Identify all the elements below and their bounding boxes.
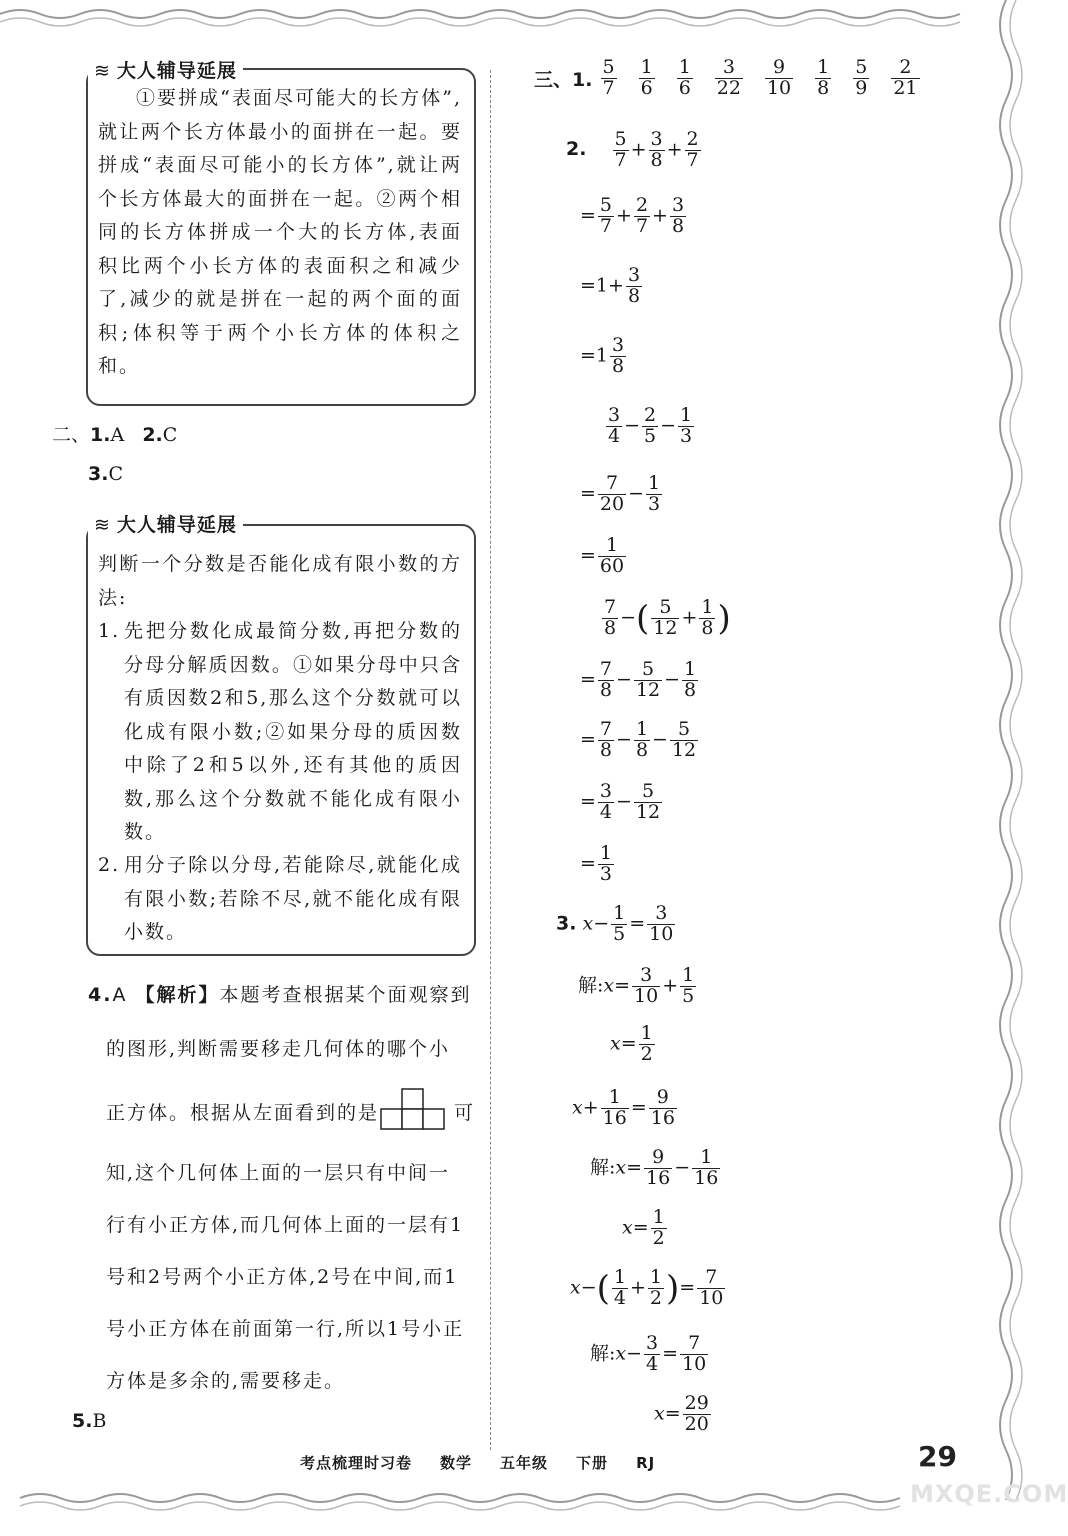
box1-text: ①要拼成“表面尽可能大的长方体”,就让两个长方体最小的面拼在一起。要拼成“表面尽可能小的长方体”,就让两个长方体最大的面拼在一起。②两个相同的长方体拼成一个大的长方体,表面积比两个小长方体的表面积之和减少了,减少的就是拼在一起的两个面的面积;体积等于两个小长方体的体积之和。: [98, 87, 462, 377]
calc-b-line3: = $\frac{1}{60}$: [580, 534, 625, 577]
answer-fraction: [715, 58, 743, 99]
q5-answer: [72, 1410, 106, 1432]
eq-a-line2: 解:x= $\frac{3}{10}$ + $\frac{1}{5}$: [578, 964, 695, 1007]
q4-analysis-tag: 【解析】: [135, 984, 220, 1006]
page-number: 29: [918, 1440, 957, 1473]
calc-a-line4: =1 $\frac{3}{8}$: [580, 334, 625, 377]
fraction-denominator: 21: [893, 76, 918, 99]
section2-label: 二、: [52, 424, 91, 446]
calc-c-line2: = $\frac{7}{8}$ − $\frac{5}{12}$ − $\frac{1}{8}$: [580, 658, 697, 701]
page-footer: [300, 1452, 683, 1473]
q4-text-7: 号小正方体在前面第一行,所以1号小正: [106, 1318, 465, 1340]
answer-fraction: [891, 58, 919, 99]
fraction-numerator: 2: [891, 58, 919, 79]
solve-label: 解:: [590, 1156, 616, 1179]
footer-volume: 下册: [576, 1454, 609, 1472]
eq-c-line3: x= $\frac{29}{20}$: [654, 1392, 709, 1435]
tutor-extension-box-1: [86, 68, 476, 406]
box1-title: [88, 56, 243, 83]
answer-2-value: C: [162, 424, 178, 446]
answer-3-value: C: [108, 463, 123, 485]
box2-item2: 用分子除以分母,若能除尽,就能化成有限小数;若除不尽,就不能化成有限小数。: [124, 854, 462, 943]
wavy-border-bottom: [0, 1476, 1036, 1536]
section3-q1-row: [534, 58, 940, 99]
answer-fraction: [815, 58, 831, 99]
q4-text-5: 行有小正方体,而几何体上面的一层有1: [106, 1214, 465, 1236]
calc-c-line4: = $\frac{3}{4}$ − $\frac{5}{12}$: [580, 780, 661, 823]
footer-edition: RJ: [636, 1454, 656, 1472]
footer-grade: 五年级: [500, 1454, 549, 1472]
column-divider: [490, 70, 491, 1450]
q4-text-4: 知,这个几何体上面的一层只有中间一: [106, 1162, 451, 1184]
q4-text-6: 号和2号两个小正方体,2号在中间,而1: [106, 1266, 459, 1288]
fraction-numerator: 5: [855, 56, 868, 78]
box2-item1: 先把分数化成最简分数,再把分数的分母分解质因数。①如果分母中只含有质因数2和5,那么这个分数就可以化成有限小数;②如果分母的质因数中除了2和5以外,还有其他的质因数,那么这个分数就不能化成有限小数。: [124, 620, 462, 843]
q4-value: A: [112, 984, 128, 1006]
section2-answers-row1: [52, 420, 177, 447]
fraction-denominator: 7: [602, 76, 615, 99]
eq-b-line2: 解:x= $\frac{9}{16}$ − $\frac{1}{16}$: [590, 1146, 719, 1189]
calc-c-line1: $\frac{7}{8}$ −( $\frac{5}{12}$ + $\frac{1}{8}$ ): [604, 596, 731, 639]
solve-label: 解:: [578, 974, 604, 997]
answer-fraction: [677, 58, 693, 99]
q4-line3: [106, 1098, 379, 1125]
q5-value: B: [92, 1410, 107, 1432]
fraction-denominator: 6: [640, 76, 653, 99]
answer-fraction: [765, 58, 793, 99]
calc-b-line1: $\frac{3}{4}$ − $\frac{2}{5}$ − $\frac{1}{3}$: [608, 404, 693, 447]
section3-q3-num: 3.: [556, 912, 577, 935]
answer-1-num: 1.: [90, 424, 111, 446]
section3-label: 三、1.: [534, 68, 593, 91]
calc-a-line2: = $\frac{5}{7}$ + $\frac{2}{7}$ + $\frac{3}{8}$: [580, 194, 685, 237]
q4-line1: [88, 980, 472, 1007]
fraction-numerator: 3: [715, 58, 743, 79]
fraction-numerator: 1: [678, 56, 691, 78]
left-view-figure: [380, 1088, 446, 1130]
calc-c-line5: = $\frac{1}{3}$: [580, 842, 613, 885]
box2-title-text: 大人辅导延展: [116, 514, 237, 536]
wavy-border-top: [0, 0, 1036, 40]
box2-item2-num: 2.: [98, 854, 121, 876]
box2-intro: 判断一个分数是否能化成有限小数的方法:: [98, 553, 462, 609]
wave-icon: ≋: [94, 514, 111, 536]
section3-q1-fractions: [599, 56, 940, 99]
answer-2-num: 2.: [142, 424, 163, 446]
wavy-border-right: [976, 0, 1036, 1536]
fraction-denominator: 22: [716, 76, 741, 99]
fraction-numerator: 9: [765, 58, 793, 79]
footer-book: 考点梳理时习卷: [300, 1454, 413, 1472]
fraction-numerator: 1: [640, 56, 653, 78]
eq-a-line3: x= $\frac{1}{2}$: [610, 1022, 653, 1065]
tutor-extension-box-2: [86, 524, 476, 956]
section3-q2-num: 2.: [566, 138, 587, 161]
answer-1-value: A: [110, 424, 125, 446]
fraction-numerator: 1: [817, 56, 830, 78]
box2-item1-num: 1.: [98, 620, 121, 642]
fraction-denominator: 8: [817, 76, 830, 99]
eq-b-line3: x= $\frac{1}{2}$: [622, 1206, 665, 1249]
fraction-numerator: 5: [602, 56, 615, 78]
calc-b-line2: = $\frac{7}{20}$ − $\frac{1}{3}$: [580, 472, 661, 515]
answer-fraction: [601, 58, 617, 99]
q4-text-3a: 正方体。根据从左面看到的是: [106, 1102, 380, 1124]
q4-text-8: 方体是多余的,需要移走。: [106, 1370, 346, 1392]
solve-label: 解:: [590, 1342, 616, 1365]
fraction-denominator: 6: [678, 76, 691, 99]
q5-num: 5.: [72, 1410, 93, 1432]
calc-c-line3: = $\frac{7}{8}$ − $\frac{1}{8}$ − $\frac{5}{12}$: [580, 718, 697, 761]
wave-icon: ≋: [94, 60, 111, 82]
watermark: MXQE.COM: [910, 1480, 1068, 1508]
answer-fraction: [639, 58, 655, 99]
q4-text-1: 本题考查根据某个面观察到: [219, 984, 472, 1006]
eq-a-line1: 3. x− $\frac{1}{5}$ = $\frac{3}{10}$: [556, 902, 674, 945]
q4-text-3b: 可: [454, 1102, 476, 1124]
answer-3-num: 3.: [88, 463, 109, 485]
box2-title: [88, 510, 243, 537]
calc-a-line1: 2. $\frac{5}{7}$ + $\frac{3}{8}$ + $\frac{2}{7}$: [566, 128, 699, 171]
calc-a-line3: =1+ $\frac{3}{8}$: [580, 264, 641, 307]
fraction-denominator: 9: [855, 76, 868, 99]
q4-text-2: 的图形,判断需要移走几何体的哪个小: [106, 1038, 451, 1060]
box1-title-text: 大人辅导延展: [116, 60, 237, 82]
eq-c-line1: x−( $\frac{1}{4}$ + $\frac{1}{2}$ )= $\frac{7}{10}$: [570, 1266, 724, 1309]
eq-b-line1: x+ $\frac{1}{16}$ = $\frac{9}{16}$: [572, 1086, 675, 1129]
footer-subject: 数学: [440, 1454, 473, 1472]
eq-c-line2: 解:x− $\frac{3}{4}$ = $\frac{7}{10}$: [590, 1332, 707, 1375]
fraction-denominator: 10: [766, 76, 792, 99]
q4-num: 4.: [88, 984, 113, 1006]
section2-answers-row2: [88, 463, 123, 485]
answer-fraction: [853, 58, 869, 99]
